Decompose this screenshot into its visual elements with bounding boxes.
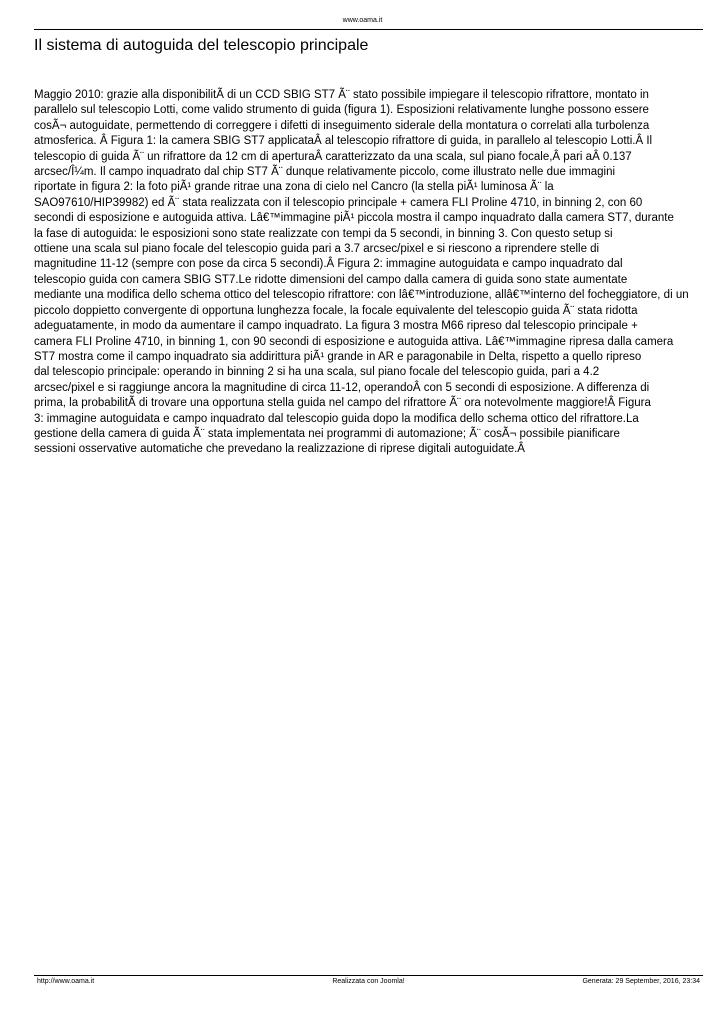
article-line: camera FLI Proline 4710, in binning 1, con 90 secondi di esposizione e autoguida attiva. Lâ€™immagine ripresa dalla camera xyxy=(34,335,674,348)
article-line: adeguatamente, in modo da aumentare il campo inquadrato. La figura 3 mostra M66 ripreso dal telescopio principale + xyxy=(34,320,638,333)
article-line: riportate in figura 2: la foto piÃ¹ grande ritrae una zona di cielo nel Cancro (la stella piÃ¹ luminosa Ã¨ la xyxy=(34,181,554,194)
article-line: atmosferica. Â Figura 1: la camera SBIG ST7 applicataÂ al telescopio rifrattore di guida, in parallelo al telescopio Lotti.Â Il xyxy=(34,135,653,148)
article-line: sessioni osservative automatiche che prevedano la realizzazione di riprese digitali autoguidate.Â xyxy=(34,443,525,456)
article-line: ottiene una scala sul piano focale del telescopio guida pari a 3.7 arcsec/pixel e si riescono a riprendere stelle di xyxy=(34,243,600,256)
article-title: Il sistema di autoguida del telescopio principale xyxy=(34,37,369,54)
article-line: piccolo doppietto convergente di opportuna lunghezza focale, la focale equivalente del telescopio guida Ã¨ stata ridotta xyxy=(34,304,638,317)
footer-powered-by: Realizzata con Joomla! xyxy=(332,978,405,985)
header-divider xyxy=(34,29,703,30)
article-line: telescopio guida con camera SBIG ST7.Le ridotte dimensioni del campo dalla camera di guida sono state aumentate xyxy=(34,273,628,286)
article-line: gestione della camera di guida Ã¨ stata implementata nei programmi di automazione; Ã¨ cosÃ¬ possibile pianificare xyxy=(34,427,620,440)
article-line: la fase di autoguida: le esposizioni sono state realizzate con tempi da 5 secondi, in binning 3. Con questo setup si xyxy=(34,227,613,240)
article-line: Maggio 2010: grazie alla disponibilitÃ di un CCD SBIG ST7 Ã¨ stato possibile impiegare il telescopio rifrattore, montato in xyxy=(34,89,649,101)
article-line: prima, la probabilitÃ di trovare una opportuna stella guida nel campo del rifrattore Ã¨ ora notevolmente maggiore!Â Figura xyxy=(34,397,651,410)
article-line: secondi di esposizione e autoguida attiva. Lâ€™immagine piÃ¹ piccola mostra il campo inquadrato dalla camera ST7, durante xyxy=(34,212,674,225)
article-line: cosÃ¬ autoguidate, permettendo di correggere i difetti di inseguimento siderale della montatura o correlati alla turbolenza xyxy=(34,119,650,132)
article-body xyxy=(34,88,724,458)
article-line: parallelo sul telescopio Lotti, come valido strumento di guida (figura 1). Esposizioni relativamente lunghe possono essere xyxy=(34,104,649,117)
page-footer xyxy=(34,977,703,987)
article-line: arcsec/pixel e si raggiunge ancora la magnitudine di circa 11-12, operandoÂ con 5 secondi di esposizione. A differenza di xyxy=(34,381,650,394)
article-line: mediante una modifica dello schema ottico del telescopio rifrattore: con lâ€™introduzione, allâ€™interno del focheggiatore, di un xyxy=(34,289,689,302)
footer-generated-date: Generata: 29 September, 2016, 23:34 xyxy=(582,978,700,985)
article-line: 3: immagine autoguidata e campo inquadrato dal telescopio guida dopo la modifica dello schema ottico del rifrattore.La xyxy=(34,412,639,425)
footer-site-url[interactable]: http://www.oama.it xyxy=(37,978,95,985)
article-line: arcsec/Î¼m. Il campo inquadrato dal chip ST7 Ã¨ dunque relativamente piccolo, come illustrato nelle due immagini xyxy=(34,166,616,179)
article-line: ST7 mostra come il campo inquadrato sia addirittura piÃ¹ grande in AR e paragonabile in Delta, rispetto a quello ripreso xyxy=(34,350,642,363)
article-line: telescopio di guida Ã¨ un rifrattore da 12 cm di aperturaÂ caratterizzato da una scala, sul piano focale,Â pari aÂ 0.137 xyxy=(34,150,632,163)
header-site-url: www.oama.it xyxy=(342,17,383,24)
article-line: SAO97610/HIP39982) ed Ã¨ stata realizzata con il telescopio principale + camera FLI Proline 4710, in binning 2, con 60 xyxy=(34,196,643,209)
footer-divider xyxy=(34,975,703,976)
article-line: dal telescopio principale: operando in binning 2 si ha una scala, sul piano focale del telescopio guida, pari a 4.2 xyxy=(34,366,600,379)
article-line: magnitudine 11-12 (sempre con pose da circa 5 secondi).Â Figura 2: immagine autoguidata e campo inquadrato dal xyxy=(34,258,623,271)
